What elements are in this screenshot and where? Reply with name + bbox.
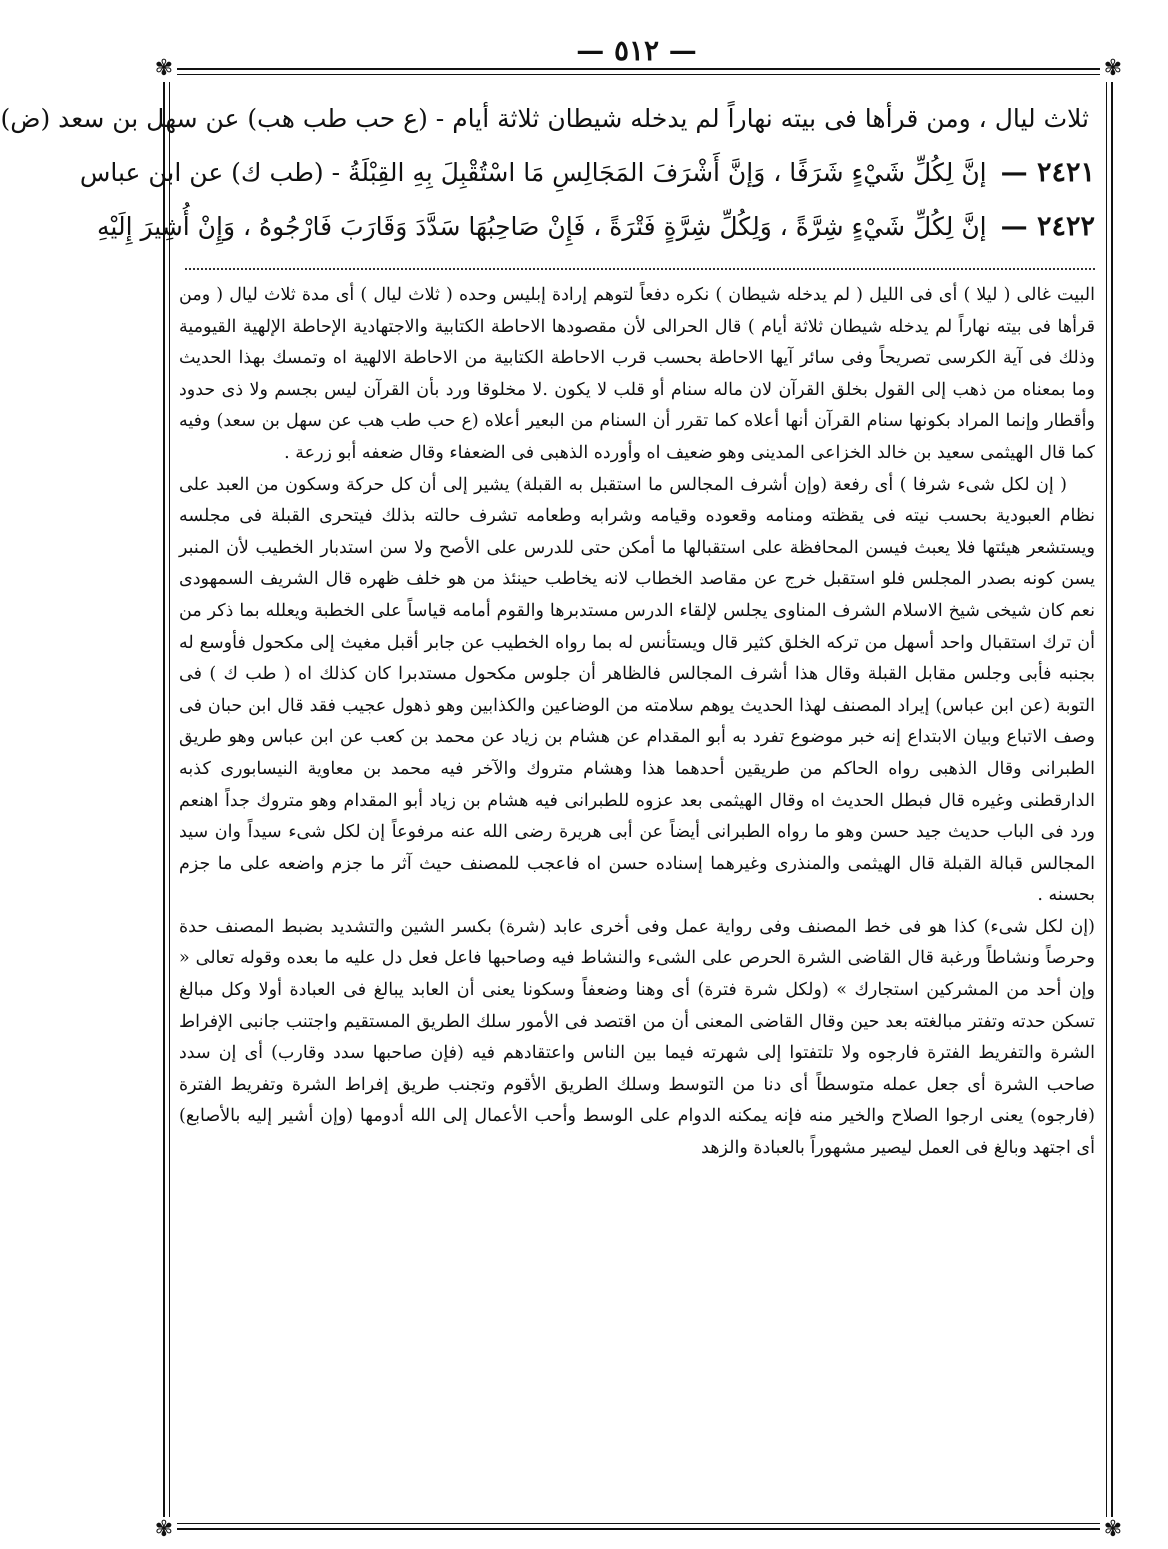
page-number: — ٥١٢ — (576, 34, 697, 67)
hadith-text: إنَّ لِكُلِّ شَيْءٍ شِرَّةً ، وَلِكُلِّ شِرَّةٍ فَتْرَةً ، فَإِنْ صَاحِبُهَا سَدَّدَ وَقَارَبَ فَارْجُوهُ ، وَإِنْ أُشِيرَ إِلَيْهِ (97, 212, 987, 241)
hadith-number: ٢٤٢٢ — (1000, 211, 1095, 242)
hadith-line (0, 92, 1095, 146)
hadith-text: إنَّ لِكُلِّ شَيْءٍ شَرَفًا ، وَإنَّ أَشْرَفَ المَجَالِسِ مَا اسْتُقْبِلَ بِهِ القِبْلَةُ - (طب ك) عن ابن عباس (79, 158, 987, 187)
hadith-section (0, 92, 1095, 254)
corner-ornament-icon: ✾ (1100, 1517, 1126, 1543)
page-content (0, 92, 1095, 1165)
commentary-paragraph: البيت غالى ( ليلا ) أى فى الليل ( لم يدخله شيطان ) نكره دفعاً لتوهم إرادة إبليس وحده ( ثلاث ليال ) أى مدة ثلاث ليال ( ومن قرأها فى بيته نهاراً لم يدخله شيطان ثلاثة أيام ) قال الحرالى لأن مقصودها الاحاطة الكتابية والاجتهادية الإحاطة الإلهية القيومية وذلك فى آية الكرسى تصريحاً وفى سائر آيها الاحاطة بحسب قرب الاحاطة الكتابية من الاحاطة الالهية اه وتمسك بهذا الحديث وما بمعناه من ذهب إلى القول بخلق القرآن لان ماله سنام أو قلب لا يكون .لا مخلوقا ورد بأن القرآن ليس بجسم ولا ذى حدود وأقطار وإنما المراد بكونها سنام القرآن أنها أعلاه كما تقرر أن السنام من البعير أعلاه (ع حب طب هب عن سهل بن سعد) وفيه كما قال الهيثمى سعيد بن خالد الخزاعى المدينى وهو ضعيف اه وأورده الذهبى فى الضعفاء وقال ضعفه أبو زرعة . (179, 285, 1095, 463)
corner-ornament-icon: ✾ (151, 1517, 177, 1543)
commentary-paragraph: ( إن لكل شىء شرفا ) أى رفعة (وإن أشرف المجالس ما استقبل به القبلة) يشير إلى أن كل حركة وسكون من العبد على نظام العبودية بحسب نيته فى يقظته ومنامه وقعوده وقيامه وشرابه وطعامه تشرف حالته بذلك فيتحرى القبلة فى مجلسه ويستشعر هيئتها فلا يعبث فيسن المحافظة على استقبالها ما أمكن حتى للدرس على الأصح ولا سن استدبار الخطيب لأن المنبر يسن كونه بصدر المجلس فلو استقبل خرج عن مقاصد الخطاب لانه يخاطب حينئذ من هو خلف ظهره قال الشريف السمهودى نعم كان شيخى شيخ الاسلام الشرف المناوى يجلس لإلقاء الدرس مستدبرها والقوم أمامه قياساً على الخطبة ويعلله بما ذكر من أن ترك استقبال واحد أسهل من تركه الخلق كثير قال ويستأنس له بما رواه الخطيب عن جابر أقبل مغيث إلى مكحول فأوسع له بجنبه فأبى وجلس مقابل القبلة وقال هذا أشرف المجالس فالظاهر أن جلوس مكحول مستدبرا كان كذلك اه ( طب ك ) فى التوبة (عن ابن عباس) إيراد المصنف لهذا الحديث يوهم سلامته من الوضاعين والكذابين وهو ذهول عجيب فقد قال ابن حبان فى وصف الاتباع وبيان الابتداع إنه خبر موضوع تفرد به أبو المقدام عن هشام بن زياد عن محمد بن كعب عن ابن عباس وهو طريق الطبرانى وقال الذهبى رواه الحاكم من طريقين أحدهما هذا وهشام متروك والآخر فيه محمد بن معاوية النيسابورى كذبه الدارقطنى وغيره قال فبطل الحديث اه وقال الهيثمى بعد عزوه للطبرانى فيه هشام بن زياد أبو المقدام وهو متروك جداً اهنعم ورد فى الباب حديث جيد حسن وهو ما رواه الطبرانى أيضاً عن أبى هريرة رضى الله عنه مرفوعاً إن لكل شىء سيداً وان سيد المجالس قبالة القبلة قال الهيثمى والمنذرى وغيرهما إسناده حسن اه فاعجب للمصنف حيث آثر ما جزم واضعه على ما جزم بحسنه . (179, 474, 1095, 906)
hadith-text: ثلاث ليال ، ومن قرأها فى بيته نهاراً لم يدخله شيطان ثلاثة أيام - (ع حب طب هب) عن سهل بن سعد (ض) (0, 104, 1089, 133)
corner-ornament-icon: ✾ (151, 56, 177, 82)
hadith-number: ٢٤٢١ — (1000, 157, 1095, 188)
hadith-line (97, 200, 1095, 254)
hadith-line (79, 146, 1095, 200)
commentary-section (179, 280, 1095, 1165)
commentary-paragraph: (إن لكل شىء) كذا هو فى خط المصنف وفى رواية عمل وفى أخرى عابد (شرة) بكسر الشين والتشديد بضبط المصنف حدة وحرصاً ونشاطاً ورغبة قال القاضى الشرة الحرص على الشىء والنشاط فيه وصاحبها فاعل فعل دل عليه ما بعده وقوله تعالى « وإن أحد من المشركين استجارك » (ولكل شرة فترة) أى وهنا وضعفاً وسكونا يعنى أن العابد يبالغ فى العبادة أولا وكل مبالغ تسكن حدته وتفتر مبالغته بعد حين وقال القاضى المعنى أن من اقتصد فى الأمور سلك الطريق المستقيم واجتنب جانبى الإفراط الشرة والتفريط الفترة فارجوه ولا تلتفتوا إلى شهرته فيما بين الناس واعتقادهم فيه (فإن صاحبها سدد وقارب) أى إن سدد صاحب الشرة أى جعل عمله متوسطاً أى دنا من التوسط وسلك الطريق الأقوم وتجنب طريق إفراط الشرة وتفريط الفترة (فارجوه) يعنى ارجوا الصلاح والخير منه فإنه يمكنه الدوام على الوسط وأحب الأعمال إلى الله أدومها (وإن أشير إليه بالأصابع) أى اجتهد وبالغ فى العمل ليصير مشهوراً بالعبادة والزهد (179, 916, 1095, 1159)
dotted-separator (185, 268, 1095, 270)
corner-ornament-icon: ✾ (1100, 56, 1126, 82)
